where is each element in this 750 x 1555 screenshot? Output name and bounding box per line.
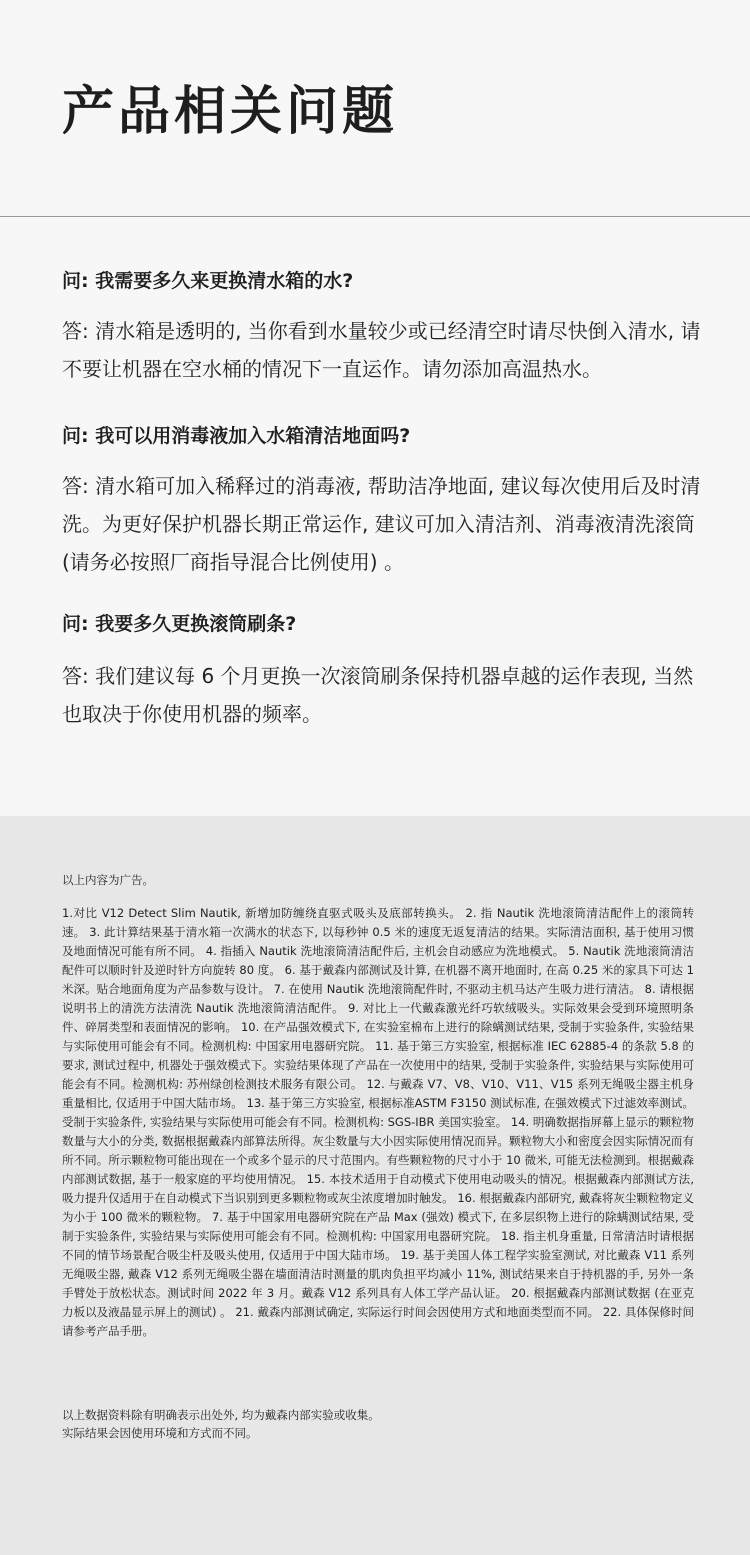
faq-answer: 答: 我们建议每 6 个月更换一次滚筒刷条保持机器卓越的运作表现, 当然也取决于你使用机器的频率。 <box>62 664 694 726</box>
faq-question: 问: 我可以用消毒液加入水箱清洁地面吗? <box>62 425 411 447</box>
faq-answer: 答: 清水箱是透明的, 当你看到水量较少或已经清空时请尽快倒入清水, 请不要让机器在空水桶的情况下一直运作。请勿添加高温热水。 <box>62 319 701 381</box>
data-source-note <box>62 1406 694 1442</box>
ad-notice: 以上内容为广告。 <box>62 873 154 887</box>
faq-question: 问: 我需要多久来更换清水箱的水? <box>62 270 354 292</box>
header-section <box>0 0 750 216</box>
disclaimer-section <box>0 816 750 1555</box>
footnotes: 1.对比 V12 Detect Slim Nautik, 新增加防缠绕直驱式吸头及底部转换头。 2. 指 Nautik 洗地滚筒清洁配件上的滚筒转速。 3. 此计算结果基于清水箱一次满水的状态下, 以每秒钟 0.5 米的速度无返复清洁的结果。实际清洁面积, 基于使用习惯及地面情况可能有所不同。 4. 指插入 Nautik 洗地滚筒清洁配件后, 主机会自动感应为洗地模式。 5. Nautik 洗地滚筒清洁配件可以顺时针及逆时针方向旋转 80 度。 6. 基于戴森内部测试及计算, 在机器不离开地面时, 在高 0.25 米的家具下可达 1 米深。贴合地面角度为产品参数与设计。 7. 在使用 Nautik 洗地滚筒配件时, 不驱动主机马达产生吸力进行清洁。 8. 请根据说明书上的清洗方法清洗 Nautik 洗地滚筒清洁配件。 9. 对比上一代戴森激光纤巧软绒吸头。实际效果会受到环境照明条件、碎屑类型和表面情况的影响。 10. 在产品强效模式下, 在实验室棉布上进行的除螨测试结果, 受制于实验条件, 实验结果与实际使用可能会有不同。检测机构: 中国家用电器研究院。 11. 基于第三方实验室, 根据标准 IEC 62885-4 的条款 5.8 的要求, 测试过程中, 机器处于强效模式下。实验结果体现了产品在一次使用中的结果, 受制于实验条件, 实验结果与实际使用可能会有不同。检测机构: 苏州绿创检测技术服务有限公司。 12. 与戴森 V7、V8、V10、V11、V15 系列无绳吸尘器主机身重量相比, 仅适用于中国大陆市场。 13. 基于第三方实验室, 根据标准ASTM F3150 测试标准, 在强效模式下过滤效率测试。受制于实验条件, 实验结果与实际使用可能会有不同。检测机构: SGS-IBR 美国实验室。 14. 明确数据指屏幕上显示的颗粒物数量与大小的分类, 数据根据戴森内部算法所得。灰尘数量与大小因实际使用情况而异。颗粒物大小和密度会因实际情况而有所不同。所示颗粒物可能出现在一个或多个显示的尺寸范围内。有些颗粒物的尺寸小于 10 微米, 可能无法检测到。根据戴森内部测试数据, 基于一般家庭的平均使用情况。 15. 本技术适用于自动模式下使用电动吸头的情况。根据戴森内部测试方法, 吸力提升仅适用于在自动模式下当识别到更多颗粒物或灰尘浓度增加时触发。 16. 根据戴森内部研究, 戴森将灰尘颗粒物定义为小于 100 微米的颗粒物。 7. 基于中国家用电器研究院在产品 Max (强效) 模式下, 在多层织物上进行的除螨测试结果, 受制于实验条件, 实验结果与实际使用可能会有不同。检测机构: 中国家用电器研究院。 18. 指主机身重量, 日常清洁时请根据不同的情节场景配合吸尘杆及吸头使用, 仅适用于中国大陆市场。 19. 基于美国人体工程学实验室测试, 对比戴森 V11 系列无绳吸尘器, 戴森 V12 系列无绳吸尘器在墙面清洁时测量的肌肉负担平均减小 11%, 测试结果来自于持机器的手, 另外一条手臂处于放松状态。测试时间 2022 年 3 月。戴森 V12 系列具有人体工学产品认证。 20. 根据戴森内部测试数据 (在亚克力板以及液晶显示屏上的测试) 。 21. 戴森内部测试确定, 实际运行时间会因使用方式和地面类型而不同。 22. 具体保修时间请参考产品手册。 <box>62 906 694 1338</box>
faq-item-water-tank <box>62 268 712 388</box>
faq-question: 问: 我要多久更换滚筒刷条? <box>62 613 297 635</box>
faq-answer: 答: 清水箱可加入稀释过的消毒液, 帮助洁净地面, 建议每次使用后及时清洗。为更好保护机器长期正常运作, 建议可加入清洁剂、消毒液清洗滚筒 (请务必按照厂商指导混合比例使用) 。 <box>62 474 701 574</box>
faq-item-disinfectant <box>62 423 712 581</box>
data-source-line: 实际结果会因使用环境和方式而不同。 <box>62 1426 258 1440</box>
data-source-line: 以上数据资料除有明确表示出处外, 均为戴森内部实验或收集。 <box>62 1408 380 1422</box>
faq-item-brush-bar <box>62 611 712 733</box>
faq-section <box>0 217 750 816</box>
page-title: 产品相关问题 <box>62 82 399 142</box>
